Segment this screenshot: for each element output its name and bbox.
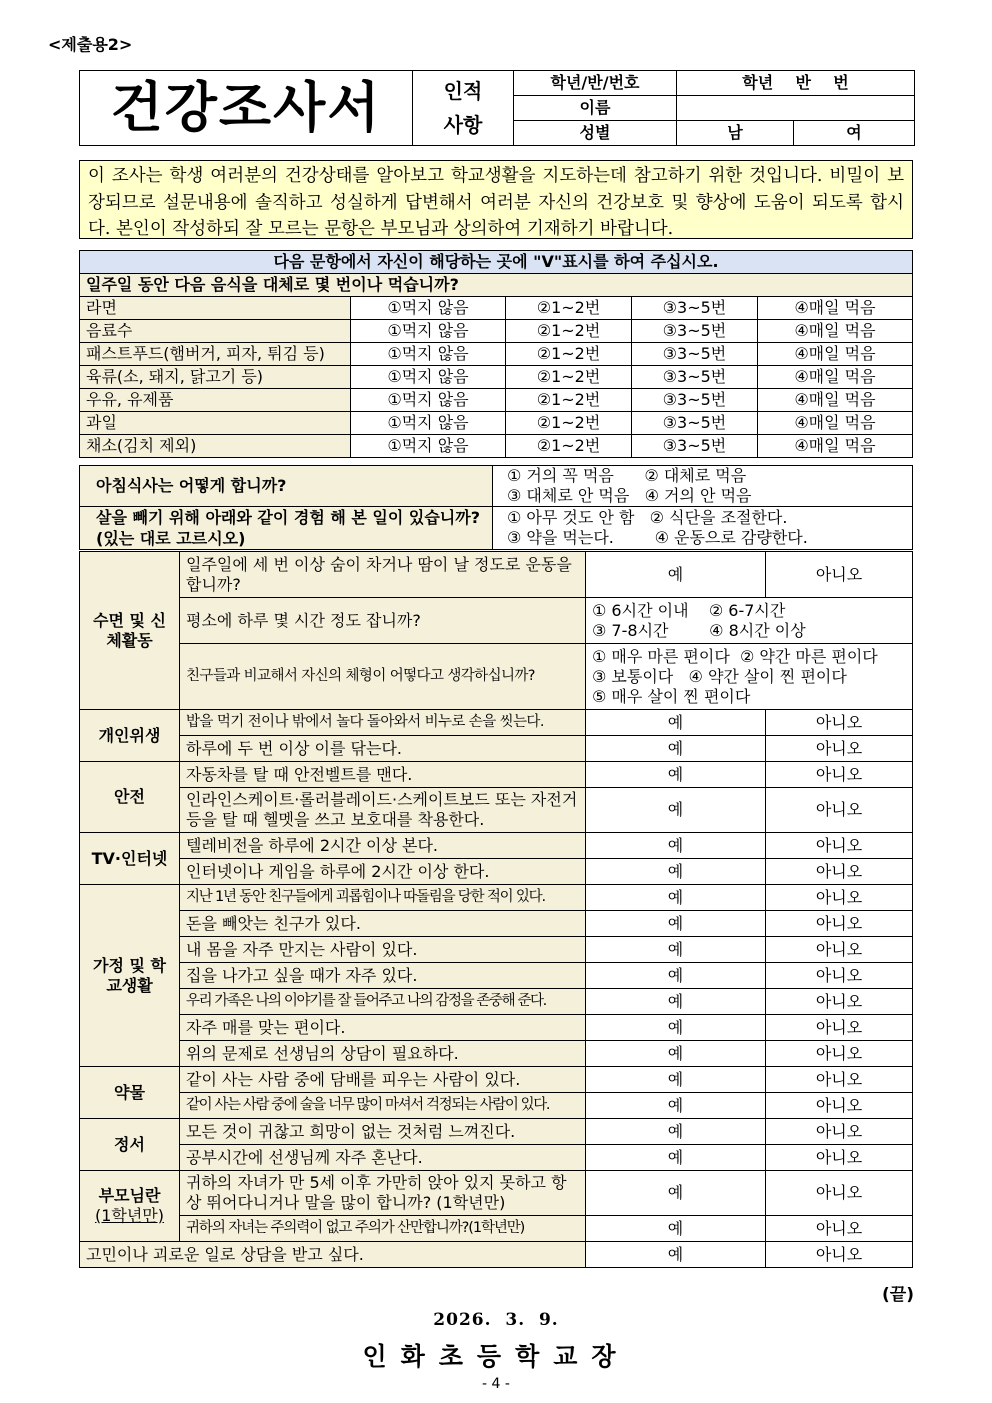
- food-item-label: 라면: [80, 297, 351, 320]
- question-text: 같이 사는 사람 중에 담배를 피우는 사람이 있다.: [180, 1067, 586, 1093]
- question-text: 인터넷이나 게임을 하루에 2시간 이상 한다.: [180, 859, 586, 885]
- question-text: 우리 가족은 나의 이야기를 잘 들어주고 나의 감정을 존중해 준다.: [180, 989, 586, 1015]
- no-option[interactable]: 아니오: [766, 736, 913, 762]
- no-option[interactable]: 아니오: [766, 1015, 913, 1041]
- food-frequency-option[interactable]: ③3~5번: [631, 435, 757, 458]
- weight-loss-question: 살을 빼기 위해 아래와 같이 경험 해 본 일이 있습니까? (있는 대로 고르시오): [80, 507, 493, 550]
- yes-option[interactable]: 예: [586, 1171, 766, 1216]
- food-frequency-option[interactable]: ②1~2번: [506, 343, 632, 366]
- question-text: 공부시간에 선생님께 자주 혼난다.: [180, 1145, 586, 1171]
- food-frequency-option[interactable]: ③3~5번: [631, 320, 757, 343]
- yes-option[interactable]: 예: [586, 1041, 766, 1067]
- yes-option[interactable]: 예: [586, 710, 766, 736]
- food-frequency-option[interactable]: ④매일 먹음: [757, 389, 912, 412]
- category-tv-internet: TV·인터넷: [80, 833, 180, 885]
- question-text: 자주 매를 맞는 편이다.: [180, 1015, 586, 1041]
- food-frequency-option[interactable]: ④매일 먹음: [757, 297, 912, 320]
- food-frequency-option[interactable]: ③3~5번: [631, 297, 757, 320]
- no-option[interactable]: 아니오: [766, 1171, 913, 1216]
- grade-class-number-field[interactable]: 학년 반 번: [677, 71, 915, 96]
- no-option[interactable]: 아니오: [766, 911, 913, 937]
- yes-option[interactable]: 예: [586, 989, 766, 1015]
- gender-female-option[interactable]: 여: [794, 121, 915, 146]
- food-row: [80, 389, 913, 412]
- counseling-question: 고민이나 괴로운 일로 상담을 받고 싶다.: [80, 1242, 586, 1268]
- question-text: 지난 1년 동안 친구들에게 괴롭힘이나 따돌림을 당한 적이 있다.: [180, 885, 586, 911]
- body-type-options[interactable]: [586, 644, 913, 710]
- yes-option[interactable]: 예: [586, 762, 766, 788]
- personal-info-label: [413, 71, 514, 146]
- document-date: 2026. 3. 9.: [433, 1310, 559, 1330]
- health-survey-table: [79, 551, 913, 1268]
- sleep-hours-line2[interactable]: ③ 7-8시간 ④ 8시간 이상: [592, 620, 806, 640]
- page-number: - 4 -: [482, 1376, 510, 1392]
- no-option[interactable]: 아니오: [766, 1216, 913, 1242]
- name-label: 이름: [514, 96, 677, 121]
- breakfast-options-line2[interactable]: ③ 대체로 안 먹음 ④ 거의 안 먹음: [507, 486, 752, 505]
- breakfast-options[interactable]: [493, 466, 913, 507]
- weight-loss-options-line1[interactable]: ① 아무 것도 안 함 ② 식단을 조절한다.: [507, 508, 788, 527]
- no-option[interactable]: 아니오: [766, 710, 913, 736]
- food-frequency-option[interactable]: ①먹지 않음: [351, 343, 506, 366]
- yes-option[interactable]: 예: [586, 736, 766, 762]
- food-frequency-option[interactable]: ④매일 먹음: [757, 366, 912, 389]
- no-option[interactable]: 아니오: [766, 859, 913, 885]
- yes-option[interactable]: 예: [586, 833, 766, 859]
- no-option[interactable]: 아니오: [766, 762, 913, 788]
- yes-option[interactable]: 예: [586, 1216, 766, 1242]
- no-option[interactable]: 아니오: [766, 1119, 913, 1145]
- food-row: [80, 297, 913, 320]
- category-hygiene: 개인위생: [80, 710, 180, 762]
- food-frequency-option[interactable]: ③3~5번: [631, 412, 757, 435]
- food-frequency-option[interactable]: ④매일 먹음: [757, 320, 912, 343]
- food-frequency-option[interactable]: ②1~2번: [506, 389, 632, 412]
- food-frequency-option[interactable]: ②1~2번: [506, 366, 632, 389]
- personal-label-2: 사항: [443, 113, 483, 137]
- question-text: 친구들과 비교해서 자신의 체형이 어떻다고 생각하십니까?: [180, 644, 586, 710]
- category-family-school: 가정 및 학교생활: [80, 885, 180, 1067]
- no-option[interactable]: 아니오: [766, 1145, 913, 1171]
- breakfast-options-line1[interactable]: ① 거의 꼭 먹음 ② 대체로 먹음: [507, 466, 747, 485]
- sleep-hours-line1[interactable]: ① 6시간 이내 ② 6-7시간: [592, 600, 786, 620]
- parents-sub-label: (1학년만): [94, 1206, 165, 1225]
- food-frequency-option[interactable]: ①먹지 않음: [351, 366, 506, 389]
- yes-option[interactable]: 예: [586, 1093, 766, 1119]
- no-option[interactable]: 아니오: [766, 833, 913, 859]
- parents-label: 부모님란: [98, 1186, 161, 1205]
- yes-option[interactable]: 예: [586, 937, 766, 963]
- no-option[interactable]: 아니오: [766, 989, 913, 1015]
- no-option[interactable]: 아니오: [766, 1093, 913, 1119]
- food-frequency-table: [79, 250, 913, 458]
- food-question: 일주일 동안 다음 음식을 대체로 몇 번이나 먹습니까?: [80, 274, 913, 297]
- no-option[interactable]: 아니오: [766, 552, 913, 598]
- food-row: [80, 343, 913, 366]
- question-text: 같이 사는 사람 중에 술을 너무 많이 마셔서 걱정되는 사람이 있다.: [180, 1093, 586, 1119]
- weight-loss-options-line2[interactable]: ③ 약을 먹는다. ④ 운동으로 감량한다.: [507, 528, 808, 547]
- no-option[interactable]: 아니오: [766, 885, 913, 911]
- food-frequency-option[interactable]: ④매일 먹음: [757, 343, 912, 366]
- no-option[interactable]: 아니오: [766, 1242, 913, 1268]
- question-text: 모든 것이 귀찮고 희망이 없는 것처럼 느껴진다.: [180, 1119, 586, 1145]
- food-row: [80, 366, 913, 389]
- food-frequency-option[interactable]: ①먹지 않음: [351, 389, 506, 412]
- yes-option[interactable]: 예: [586, 1145, 766, 1171]
- no-option[interactable]: 아니오: [766, 937, 913, 963]
- form-title: 건강조사서: [80, 71, 413, 146]
- yes-option[interactable]: 예: [586, 1242, 766, 1268]
- food-frequency-option[interactable]: ②1~2번: [506, 297, 632, 320]
- category-sleep: 수면 및 신체활동: [80, 552, 180, 710]
- no-option[interactable]: 아니오: [766, 1041, 913, 1067]
- question-text: 밥을 먹기 전이나 밖에서 놀다 돌아와서 비누로 손을 씻는다.: [180, 710, 586, 736]
- question-text: 텔레비전을 하루에 2시간 이상 본다.: [180, 833, 586, 859]
- food-frequency-option[interactable]: ②1~2번: [506, 412, 632, 435]
- question-text: 위의 문제로 선생님의 상담이 필요하다.: [180, 1041, 586, 1067]
- food-item-label: 채소(김치 제외): [80, 435, 351, 458]
- question-text: 집을 나가고 싶을 때가 자주 있다.: [180, 963, 586, 989]
- question-text: 인라인스케이트·롤러블레이드·스케이트보드 또는 자전거 등을 탈 때 헬멧을 쓰고 보호대를 착용한다.: [180, 788, 586, 833]
- food-frequency-option[interactable]: ④매일 먹음: [757, 412, 912, 435]
- name-field[interactable]: [677, 96, 915, 121]
- food-frequency-option[interactable]: ②1~2번: [506, 435, 632, 458]
- yes-option[interactable]: 예: [586, 885, 766, 911]
- category-safety: 안전: [80, 762, 180, 833]
- body-type-line1[interactable]: ① 매우 마른 편이다 ② 약간 마른 편이다: [592, 646, 878, 666]
- question-text: 자동차를 탈 때 안전벨트를 맨다.: [180, 762, 586, 788]
- food-item-label: 육류(소, 돼지, 닭고기 등): [80, 366, 351, 389]
- body-type-line3[interactable]: ⑤ 매우 살이 찐 편이다: [592, 686, 751, 706]
- category-parents: [80, 1171, 180, 1242]
- food-frequency-option[interactable]: ①먹지 않음: [351, 412, 506, 435]
- food-item-label: 패스트푸드(햄버거, 피자, 튀김 등): [80, 343, 351, 366]
- category-emotion: 정서: [80, 1119, 180, 1171]
- food-frequency-option[interactable]: ②1~2번: [506, 320, 632, 343]
- food-frequency-option[interactable]: ①먹지 않음: [351, 320, 506, 343]
- yes-option[interactable]: 예: [586, 911, 766, 937]
- question-text: 하루에 두 번 이상 이를 닦는다.: [180, 736, 586, 762]
- question-text: 평소에 하루 몇 시간 정도 잡니까?: [180, 598, 586, 644]
- yes-option[interactable]: 예: [586, 1015, 766, 1041]
- yes-option[interactable]: 예: [586, 552, 766, 598]
- gender-label: 성별: [514, 121, 677, 146]
- weight-loss-options[interactable]: [493, 507, 913, 550]
- food-frequency-option[interactable]: ①먹지 않음: [351, 297, 506, 320]
- food-frequency-option[interactable]: ③3~5번: [631, 366, 757, 389]
- food-frequency-option[interactable]: ①먹지 않음: [351, 435, 506, 458]
- header-table: [79, 70, 915, 146]
- food-item-label: 우유, 유제품: [80, 389, 351, 412]
- personal-label-1: 인적: [443, 79, 483, 103]
- gender-male-option[interactable]: 남: [677, 121, 794, 146]
- food-row: [80, 435, 913, 458]
- submission-tag: <제출용2>: [48, 35, 133, 54]
- grade-class-number-label: 학년/반/번호: [514, 71, 677, 96]
- breakfast-question: 아침식사는 어떻게 합니까?: [80, 466, 493, 507]
- food-frequency-option[interactable]: ③3~5번: [631, 389, 757, 412]
- yes-option[interactable]: 예: [586, 859, 766, 885]
- food-item-label: 음료수: [80, 320, 351, 343]
- body-type-line2[interactable]: ③ 보통이다 ④ 약간 살이 찐 편이다: [592, 666, 847, 686]
- yes-option[interactable]: 예: [586, 1067, 766, 1093]
- yes-option[interactable]: 예: [586, 788, 766, 833]
- question-text: 귀하의 자녀가 만 5세 이후 가만히 앉아 있지 못하고 항상 뛰어다니거나 말을 많이 합니까? (1학년만): [180, 1171, 586, 1216]
- question-text: 귀하의 자녀는 주의력이 없고 주의가 산만합니까?(1학년만): [180, 1216, 586, 1242]
- question-text: 일주일에 세 번 이상 숨이 차거나 땀이 날 정도로 운동을 합니까?: [180, 552, 586, 598]
- question-text: 돈을 빼앗는 친구가 있다.: [180, 911, 586, 937]
- school-name: 인화초등학교장: [362, 1342, 630, 1371]
- category-substance: 약물: [80, 1067, 180, 1119]
- no-option[interactable]: 아니오: [766, 788, 913, 833]
- food-row: [80, 320, 913, 343]
- question-text: 내 몸을 자주 만지는 사람이 있다.: [180, 937, 586, 963]
- sleep-hours-options[interactable]: [586, 598, 913, 644]
- food-frequency-option[interactable]: ④매일 먹음: [757, 435, 912, 458]
- yes-option[interactable]: 예: [586, 963, 766, 989]
- no-option[interactable]: 아니오: [766, 1067, 913, 1093]
- no-option[interactable]: 아니오: [766, 963, 913, 989]
- instruction-banner: 다음 문항에서 자신이 해당하는 곳에 "V"표시를 하여 주십시오.: [80, 251, 913, 274]
- food-item-label: 과일: [80, 412, 351, 435]
- notice-box: 이 조사는 학생 여러분의 건강상태를 알아보고 학교생활을 지도하는데 참고하기 위한 것입니다. 비밀이 보장되므로 설문내용에 솔직하고 성실하게 답변해서 여러분 자신의 건강보호 및 향상에 도움이 되도록 합시다. 본인이 작성하되 잘 모르는 문항은 부모님과 상의하여 기재하기 바랍니다.: [79, 160, 913, 239]
- food-row: [80, 412, 913, 435]
- breakfast-weight-table: [79, 465, 913, 550]
- food-frequency-option[interactable]: ③3~5번: [631, 343, 757, 366]
- yes-option[interactable]: 예: [586, 1119, 766, 1145]
- end-mark: (끝): [882, 1285, 914, 1305]
